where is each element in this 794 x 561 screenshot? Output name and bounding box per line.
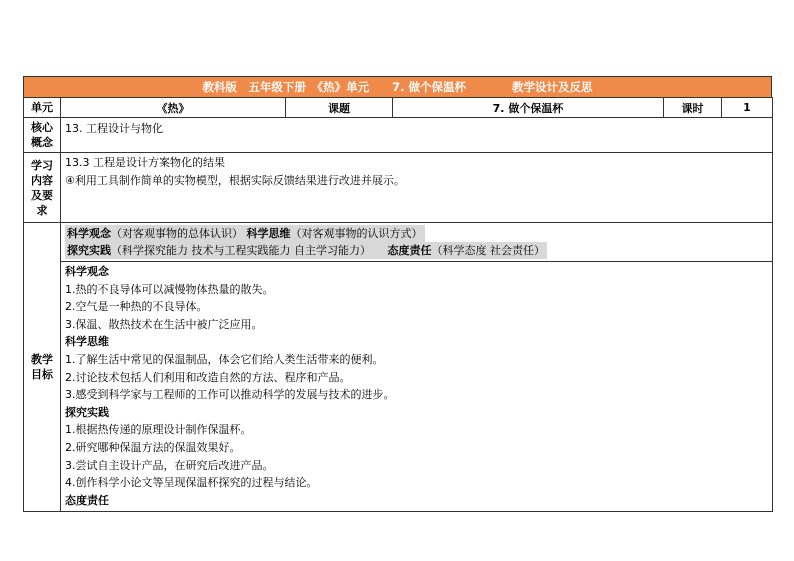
topic-value: 7. 做个保温杯 (393, 98, 664, 118)
goal-item: 3.保温、散热技术在生活中被广泛应用。 (65, 317, 263, 331)
learning-line: ④利用工具制作简单的实物模型，根据实际反馈结果进行改进并展示。 (65, 173, 405, 187)
goal-section-title: 科学思维 (65, 335, 109, 349)
goal-item: 3.感受到科学家与工程师的工作可以推动科学的发展与技术的进步。 (65, 388, 395, 402)
goal-item: 2.讨论技术包括人们利用和改造自然的方法、程序和产品。 (65, 370, 351, 384)
lesson-plan (23, 76, 772, 512)
literacy-line-2: 探究实践（科学探究能力 技术与工程实践能力 自主学习能力） 态度责任（科学态度 社会责任） (67, 244, 545, 257)
unit-label: 单元 (24, 98, 61, 118)
title-banner: 教科版 五年级下册 《热》单元 7. 做个保温杯 教学设计及反思 (23, 76, 772, 97)
goals-row (24, 223, 773, 512)
learning-content-value (61, 153, 773, 223)
learning-content-label: 学习 内容 及要 求 (24, 153, 61, 223)
goal-section-title: 科学观念 (65, 265, 109, 278)
goal-item: 1.根据热传递的原理设计制作保温杯。 (65, 423, 252, 437)
goal-section-title: 态度责任 (65, 493, 109, 507)
period-label: 课时 (664, 98, 722, 118)
goal-item: 1.热的不良导体可以减慢物体热量的散失。 (65, 282, 274, 296)
goal-item: 1.了解生活中常见的保温制品，体会它们给人类生活带来的便利。 (65, 352, 384, 366)
goal-item: 2.研究哪种保温方法的保温效果好。 (65, 440, 241, 454)
header-row (24, 98, 773, 118)
unit-value: 《热》 (61, 98, 286, 118)
goals-cell (61, 223, 773, 512)
goals-label: 教学 目标 (24, 223, 61, 512)
goal-item: 3.尝试自主设计产品，在研究后改进产品。 (65, 458, 274, 472)
topic-label: 课题 (286, 98, 393, 118)
learning-line: 13.3 工程是设计方案物化的结果 (65, 156, 225, 169)
core-concept-row (24, 118, 773, 153)
period-value: 1 (722, 98, 773, 118)
learning-content-row (24, 153, 773, 223)
goal-item: 2.空气是一种热的不良导体。 (65, 300, 208, 314)
literacy-legend (61, 223, 772, 262)
goals-list (61, 262, 772, 511)
core-concept-label: 核心 概念 (24, 118, 61, 153)
lesson-table (23, 97, 773, 512)
literacy-line-1: 科学观念（对客观事物的总体认识） 科学思维（对客观事物的认识方式） (67, 227, 423, 240)
goal-section-title: 探究实践 (65, 405, 109, 419)
goal-item: 4.创作科学小论文等呈现保温杯探究的过程与结论。 (65, 476, 318, 490)
core-concept-value: 13. 工程设计与物化 (61, 118, 773, 153)
